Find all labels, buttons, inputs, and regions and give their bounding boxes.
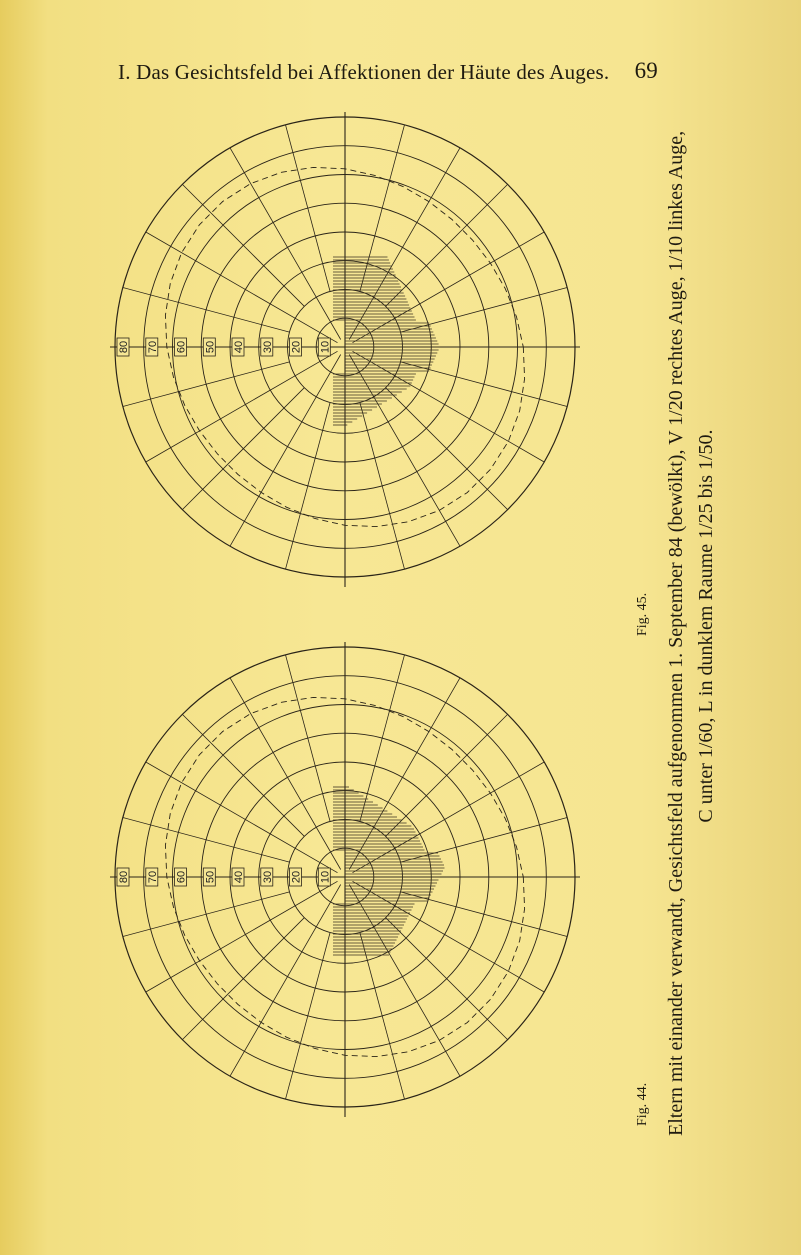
- perimeter-meridian: [401, 288, 568, 333]
- scale-label: 70: [146, 870, 159, 884]
- scale-label: 40: [233, 870, 245, 884]
- scale-label: 10: [319, 870, 332, 884]
- perimeter-meridian: [360, 403, 405, 570]
- perimeter-meridian: [146, 232, 338, 343]
- perimeter-chart-fig-44: [110, 642, 590, 1122]
- figure-caption: [590, 96, 790, 1156]
- scale-label: 80: [118, 340, 130, 354]
- perimeter-meridian: [230, 148, 341, 340]
- figure-label-fig-44: Fig. 44.: [635, 1082, 650, 1126]
- figure-label-fig-45: Fig. 45.: [635, 592, 650, 636]
- perimeter-meridian: [230, 885, 341, 1077]
- perimeter-chart-fig-45: [110, 112, 590, 592]
- perimeter-meridian: [286, 403, 331, 570]
- scale-label: 50: [204, 870, 217, 884]
- scale-label: 50: [204, 340, 217, 354]
- scale-label: 60: [175, 340, 188, 354]
- scale-label: 40: [233, 340, 245, 354]
- running-head: [118, 56, 658, 92]
- perimeter-meridian: [146, 351, 338, 462]
- perimeter-meridian: [360, 933, 405, 1100]
- scale-label: 20: [290, 870, 303, 884]
- scale-label: 70: [146, 340, 159, 354]
- perimeter-meridian: [146, 881, 338, 992]
- perimeter-meridian: [286, 125, 331, 292]
- perimeter-meridian: [401, 362, 568, 407]
- scale-label: 30: [261, 340, 274, 354]
- perimeter-meridian: [146, 762, 338, 873]
- perimeter-meridian: [360, 125, 405, 292]
- perimeter-meridian: [230, 678, 341, 870]
- perimeter-meridian: [123, 362, 290, 407]
- perimeter-meridian: [401, 892, 568, 937]
- visual-field-defect-hatching: [333, 257, 440, 425]
- page-header-title: I. Das Gesichtsfeld bei Affektionen der Häute des Auges.: [118, 60, 610, 84]
- scale-label: 80: [118, 870, 130, 884]
- perimeter-meridian: [401, 818, 568, 863]
- perimeter-meridian: [123, 892, 290, 937]
- visual-field-defect-hatching: [333, 787, 445, 955]
- scale-label: 20: [290, 340, 303, 354]
- perimeter-meridian: [123, 818, 290, 863]
- perimeter-meridian: [230, 355, 341, 547]
- scale-label: 10: [319, 340, 332, 354]
- caption-line-2: C unter 1/60, L in dunklem Raume 1/25 bis 1/50.: [695, 429, 717, 823]
- caption-line-1: Eltern mit einander verwandt, Gesichtsfeld aufgenommen 1. September 84 (bewölkt), V 1/20 rechtes Auge, 1/10 linkes Auge,: [665, 130, 687, 1136]
- page-number: 69: [634, 58, 658, 83]
- perimeter-meridian: [286, 933, 331, 1100]
- scale-label: 30: [261, 870, 274, 884]
- scale-label: 60: [175, 870, 188, 884]
- perimeter-meridian: [123, 288, 290, 333]
- perimeter-meridian: [286, 655, 331, 822]
- perimeter-meridian: [360, 655, 405, 822]
